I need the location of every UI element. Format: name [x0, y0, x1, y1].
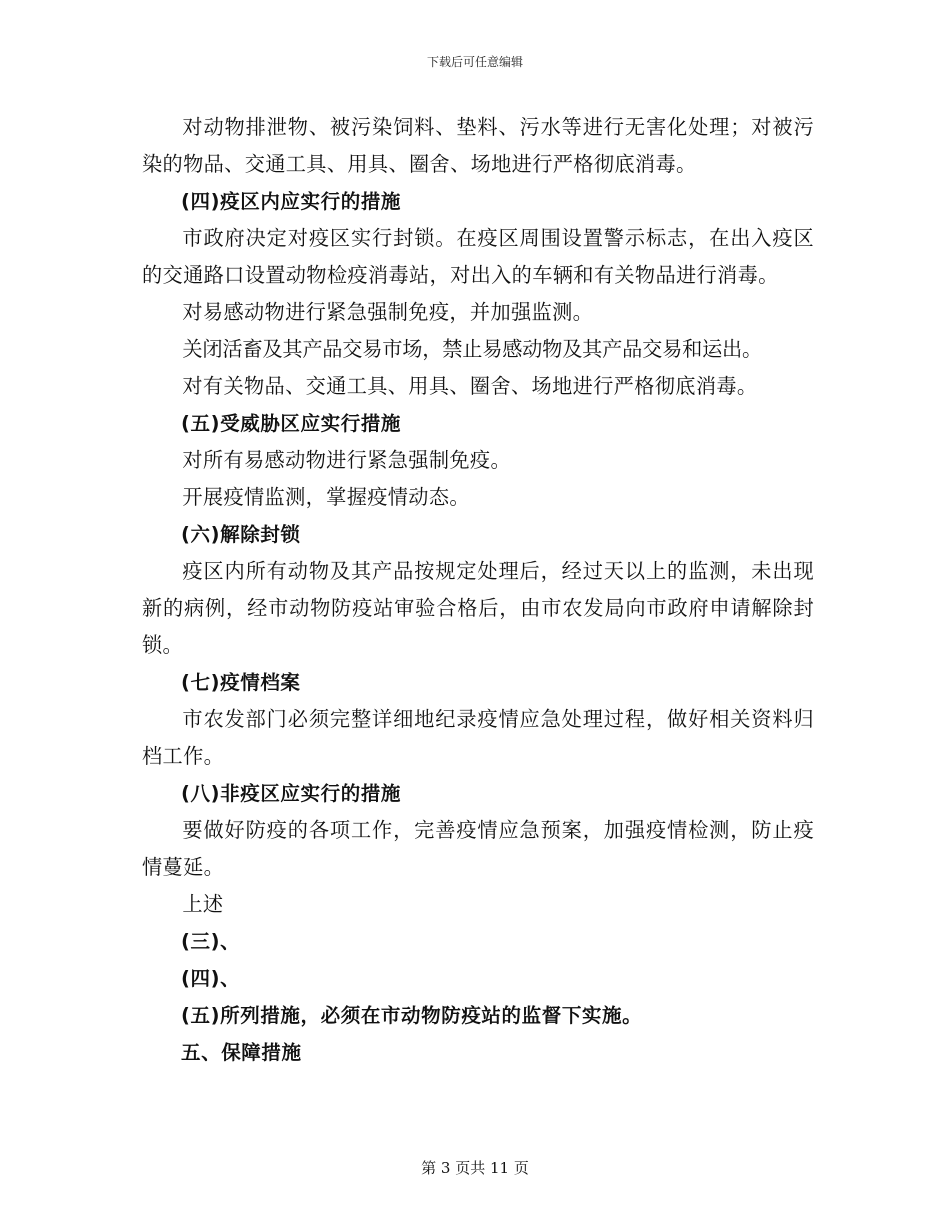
heading-item-four: (四)、: [181, 967, 241, 990]
paragraph-close-markets: 关闭活畜及其产品交易市场，禁止易感动物及其产品交易和运出。: [182, 337, 763, 361]
paragraph-epidemic-monitoring: 开展疫情监测，掌握疫情动态。: [182, 485, 470, 509]
heading-safeguard-measures: 五、保障措施: [181, 1041, 302, 1064]
paragraph-above-mentioned: 上述: [182, 892, 224, 916]
heading-epidemic-records: (七)疫情档案: [181, 671, 301, 694]
heading-lift-blockade: (六)解除封锁: [181, 523, 301, 546]
heading-non-epidemic-zone-measures: (八)非疫区应实行的措施: [181, 782, 402, 805]
heading-item-three: (三)、: [181, 930, 241, 953]
paragraph-prevent-spread: 要做好防疫的各项工作，完善疫情应急预案，加强疫情检测，防止疫情蔓延。: [142, 818, 814, 879]
page-footer: 第 3 页共 11 页: [421, 1159, 529, 1177]
paragraph-emergency-immunization: 对易感动物进行紧急强制免疫，并加强监测。: [182, 300, 594, 324]
paragraph-thorough-disinfection: 对有关物品、交通工具、用具、圈舍、场地进行严格彻底消毒。: [182, 374, 758, 398]
heading-epidemic-zone-measures: (四)疫区内应实行的措施: [181, 190, 402, 213]
paragraph-all-animals-immunization: 对所有易感动物进行紧急强制免疫。: [182, 448, 511, 472]
paragraph-disinfection: 对动物排泄物、被污染饲料、垫料、污水等进行无害化处理；对被污染的物品、交通工具、用具、圈舍、场地进行严格彻底消毒。: [142, 115, 814, 176]
heading-threatened-zone-measures: (五)受威胁区应实行措施: [181, 412, 402, 435]
paragraph-lift-blockade-procedure: 疫区内所有动物及其产品按规定处理后，经过天以上的监测，未出现新的病例，经市动物防疫站审验合格后，由市农发局向市政府申请解除封锁。: [142, 559, 814, 657]
heading-item-five-supervision: (五)所列措施，必须在市动物防疫站的监督下实施。: [181, 1004, 643, 1027]
page-header: 下载后可任意编辑: [426, 55, 523, 69]
document-body: [142, 109, 814, 1071]
paragraph-zone-blockade: 市政府决定对疫区实行封锁。在疫区周围设置警示标志，在出入疫区的交通路口设置动物检疫消毒站，对出入的车辆和有关物品进行消毒。: [142, 226, 814, 287]
paragraph-records-archiving: 市农发部门必须完整详细地纪录疫情应急处理过程，做好相关资料归档工作。: [142, 707, 814, 768]
